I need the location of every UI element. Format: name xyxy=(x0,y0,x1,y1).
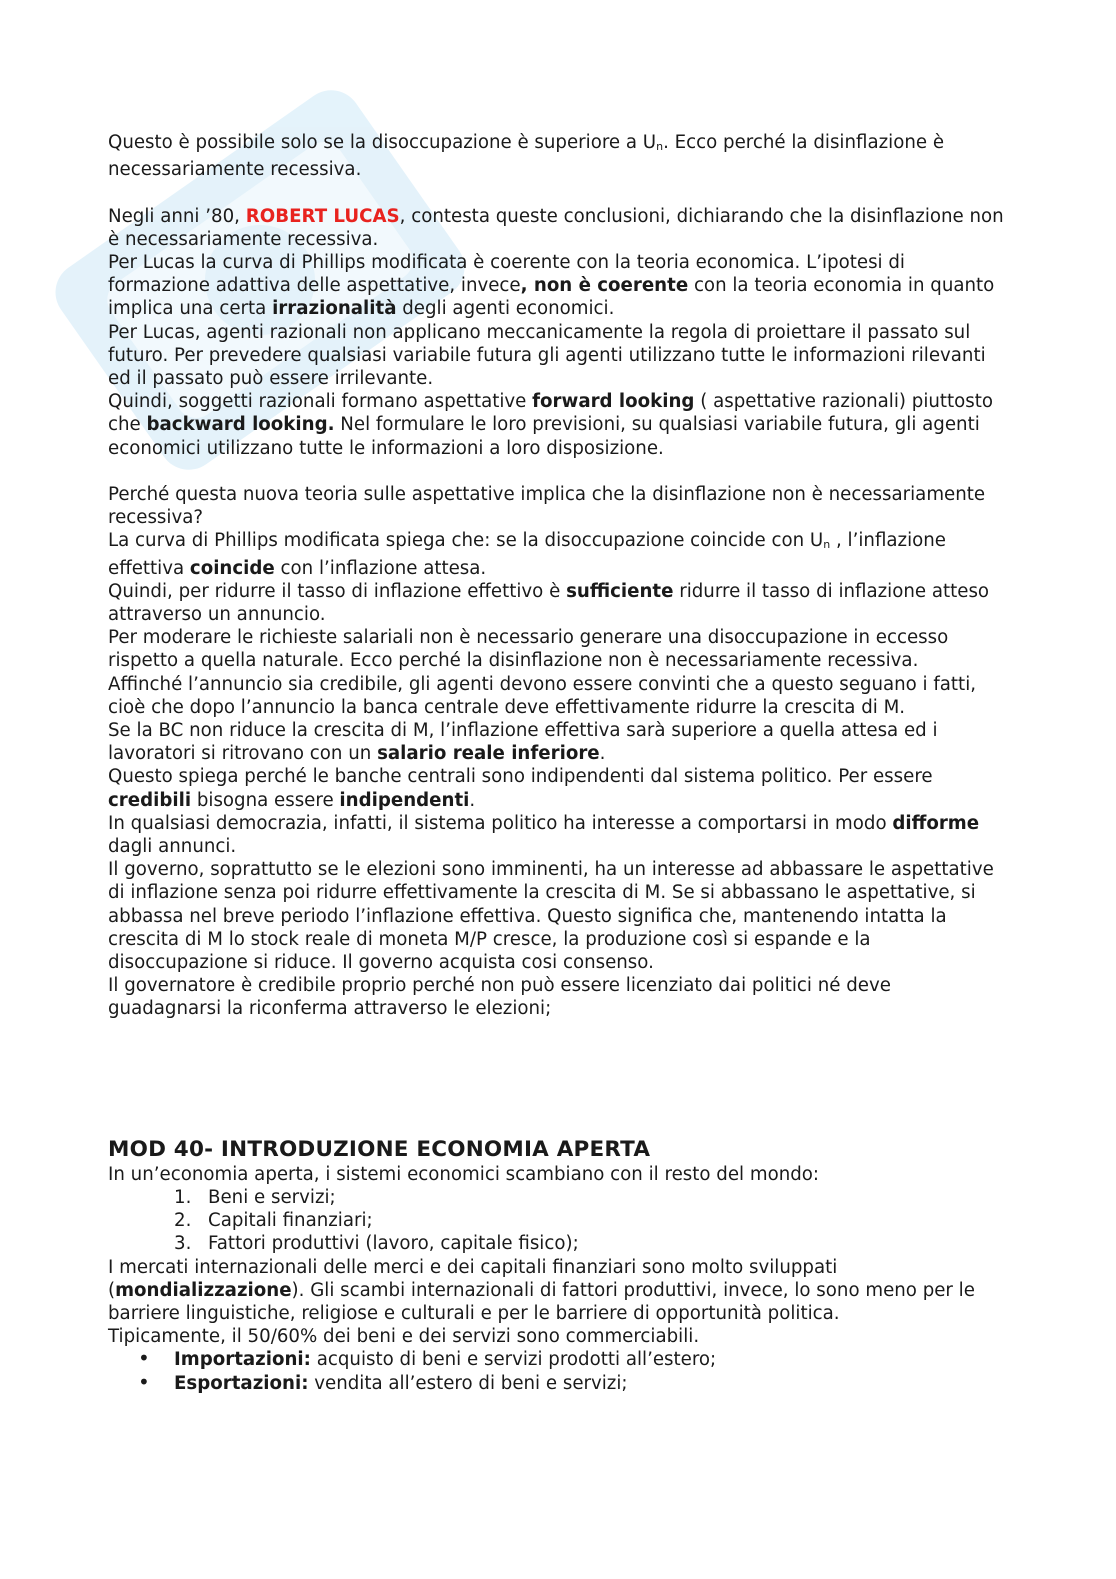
author-name: ROBERT LUCAS xyxy=(245,205,400,227)
paragraph-12: Questo spiega perché le banche centrali sono indipendenti dal sistema politico. Per essere credibili bisogna essere indipendenti. xyxy=(108,766,933,811)
section-paragraph: I mercati internazionali delle merci e dei capitali finanziari sono molto sviluppati (mondializzazione). Gli scambi internazionali di fattori produttivi, invece, lo sono meno per le barriere linguistiche, religiose e culturali e per le barriere di opportunità politica. xyxy=(108,1256,975,1324)
paragraph-15: Il governatore è credibile proprio perché non può essere licenziato dai politici né deve guadagnarsi la riconferma attraverso le elezioni; xyxy=(108,975,891,1020)
list-item: • Esportazioni: vendita all’estero di beni e servizi; xyxy=(138,1369,628,1394)
bullet-icon: • xyxy=(138,1369,150,1394)
paragraph-4: Per Lucas, agenti razionali non applicano meccanicamente la regola di proiettare il passato sul futuro. Per prevedere qualsiasi variabile futura gli agenti utilizzano tutte le informazioni rilevanti ed il passato può essere irrilevante. xyxy=(108,321,986,390)
list-item: • Importazioni: acquisto di beni e servizi prodotti all’estero; xyxy=(138,1346,717,1371)
paragraph-8: Quindi, per ridurre il tasso di inflazione effettivo è sufficiente ridurre il tasso di inflazione atteso attraverso un annuncio. xyxy=(108,580,990,626)
list-item: 1. Beni e servizi; xyxy=(174,1186,336,1208)
paragraph-14: Il governo, soprattutto se le elezioni sono imminenti, ha un interesse ad abbassare le aspettative di inflazione senza poi ridurre effettivamente la crescita di M. Se si abbassano le aspettative, si abbassa nel breve periodo l’inflazione effettiva. Questo significa che, mantenendo intatta la crescita di M lo stock reale di moneta M/P cresce, la produzione così si espande e la disoccupazione si riduce. Il governo acquista cosi consenso. xyxy=(108,859,994,974)
paragraph-2: Negli anni ’80, ROBERT LUCAS, contesta queste conclusioni, dichiarando che la disinflazione non è necessariamente recessiva. xyxy=(108,205,1004,250)
list-item: 2. Capitali finanziari; xyxy=(174,1210,373,1232)
paragraph-13: In qualsiasi democrazia, infatti, il sistema politico ha interesse a comportarsi in modo difforme dagli annunci. xyxy=(108,812,980,858)
paragraph-9: Per moderare le richieste salariali non è necessario generare una disoccupazione in eccesso rispetto a quella naturale. Ecco perché la disinflazione non è necessariamente recessiva. xyxy=(108,627,949,672)
paragraph-10: Affinché l’annuncio sia credibile, gli agenti devono essere convinti che a questo seguano i fatti, cioè che dopo l’annuncio la banca centrale deve effettivamente ridurre la crescita di M. xyxy=(108,673,977,718)
paragraph-5: Quindi, soggetti razionali formano aspettative forward looking ( aspettative razionali) piuttosto che backward looking. Nel formulare le loro previsioni, su qualsiasi variabile futura, gli agenti economici utilizzano tutte le informazioni a loro disposizione. xyxy=(108,391,994,459)
paragraph-1: Questo è possibile solo se la disoccupazione è superiore a $U_n$. Ecco perché la disinflazione è necessariamente recessiva. xyxy=(108,132,945,181)
paragraph-6: Perché questa nuova teoria sulle aspettative implica che la disinflazione non è necessariamente recessiva? xyxy=(108,484,986,529)
section-paragraph-2: Tipicamente, il 50/60% dei beni e dei servizi sono commerciabili. xyxy=(108,1326,700,1348)
document-body xyxy=(108,131,1008,1395)
paragraph-7: La curva di Phillips modificata spiega che: se la disoccupazione coincide con $U_n$ , l’inflazione effettiva coincide con l’inflazione attesa. xyxy=(108,530,946,579)
bullet-icon: • xyxy=(138,1346,150,1371)
numbered-list xyxy=(108,1186,1008,1256)
section-intro: In un’economia aperta, i sistemi economici scambiano con il resto del mondo: xyxy=(108,1163,820,1185)
list-item: 3. Fattori produttivi (lavoro, capitale fisico); xyxy=(174,1233,579,1255)
bullet-list xyxy=(108,1348,1008,1394)
section-heading: MOD 40- INTRODUZIONE ECONOMIA APERTA xyxy=(108,1136,651,1162)
paragraph-3: Per Lucas la curva di Phillips modificata è coerente con la teoria economica. L’ipotesi di formazione adattiva delle aspettative, invece, non è coerente con la teoria economia in quanto implica una certa irrazionalità degli agenti economici. xyxy=(108,252,995,320)
paragraph-11: Se la BC non riduce la crescita di M, l’inflazione effettiva sarà superiore a quella attesa ed i lavoratori si ritrovano con un salario reale inferiore. xyxy=(108,720,938,765)
